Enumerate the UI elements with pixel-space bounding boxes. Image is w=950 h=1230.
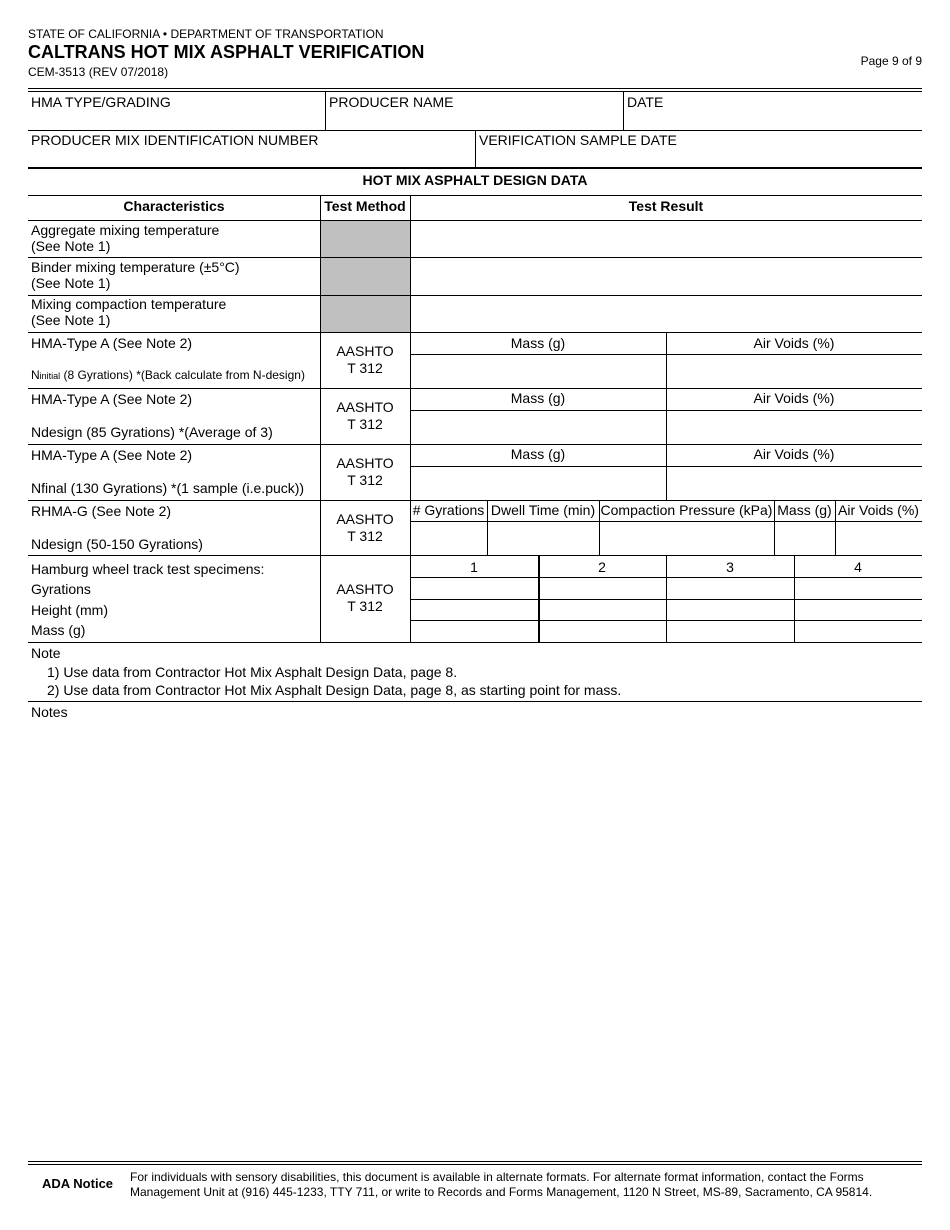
date-field[interactable]: DATE	[627, 94, 664, 110]
divider	[28, 257, 922, 258]
ada-notice-label: ADA Notice	[42, 1176, 114, 1191]
rhma-col-dwell: Dwell Time (min)	[490, 502, 596, 518]
producer-name-field[interactable]: PRODUCER NAME	[329, 94, 454, 110]
agency-name: STATE OF CALIFORNIA • DEPARTMENT OF TRANSPORTATION	[28, 27, 384, 41]
divider	[666, 388, 667, 444]
hma2-gyrations: Ndesign (85 Gyrations) *(Average of 3)	[31, 424, 273, 440]
hma1-voids-header: Air Voids (%)	[753, 335, 835, 351]
hamburg-row-gyrations: Gyrations	[31, 581, 91, 597]
note-2: 2) Use data from Contractor Hot Mix Asphalt Design Data, page 8, as starting point for mass.	[47, 682, 622, 698]
divider	[28, 500, 922, 501]
col-characteristics: Characteristics	[123, 198, 225, 214]
hamburg-title: Hamburg wheel track test specimens:	[31, 561, 265, 577]
divider	[28, 555, 922, 556]
ada-notice-text: For individuals with sensory disabilities, this document is available in alternate formats. For alternate format information, contact the Forms Management Unit at (916) 445-1233, TTY 711, or write to Records and Forms Management, 1120 N Street, MS-89, Sacramento, CA 95814.	[130, 1170, 873, 1199]
rhma-col-gyrations: # Gyrations	[412, 502, 485, 518]
divider	[410, 354, 922, 355]
shaded-cell	[321, 221, 410, 257]
rhma-method: AASHTO T 312	[336, 511, 394, 544]
hma3-label: HMA-Type A (See Note 2)	[31, 447, 193, 463]
divider	[28, 701, 922, 702]
note-heading: Note	[31, 645, 61, 661]
header-rule-bottom	[28, 91, 922, 92]
divider	[410, 410, 922, 411]
form-title: CALTRANS HOT MIX ASPHALT VERIFICATION	[28, 42, 425, 62]
temp-row-1-line1: Aggregate mixing temperature	[31, 222, 220, 238]
hma3-voids-header: Air Voids (%)	[753, 446, 835, 462]
divider	[28, 1161, 922, 1162]
hamburg-method: AASHTO T 312	[336, 581, 394, 614]
divider	[325, 92, 326, 130]
form-number: CEM-3513 (REV 07/2018)	[28, 65, 169, 79]
note-1: 1) Use data from Contractor Hot Mix Asphalt Design Data, page 8.	[47, 664, 458, 680]
temp-row-1-line2: (See Note 1)	[31, 238, 111, 254]
divider	[410, 620, 922, 621]
col-test-method: Test Method	[324, 198, 406, 214]
header-rule-top	[28, 88, 922, 89]
rhma-gyrations: Ndesign (50-150 Gyrations)	[31, 536, 203, 552]
divider	[28, 332, 922, 333]
hma2-voids-header: Air Voids (%)	[753, 390, 835, 406]
hma3-gyrations: Nfinal (130 Gyrations) *(1 sample (i.e.puck))	[31, 480, 305, 496]
hma1-mass-header: Mass (g)	[510, 335, 566, 351]
divider	[28, 444, 922, 445]
hma-type-field[interactable]: HMA TYPE/GRADING	[31, 94, 171, 110]
divider	[410, 599, 922, 600]
verification-date-field[interactable]: VERIFICATION SAMPLE DATE	[479, 132, 677, 148]
shaded-cell	[321, 296, 410, 332]
hma1-label: HMA-Type A (See Note 2)	[31, 335, 193, 351]
rhma-col-pressure: Compaction Pressure (kPa)	[600, 502, 773, 518]
hma1-method: AASHTO T 312	[336, 343, 394, 376]
temp-row-2-line1: Binder mixing temperature (±5°C)	[31, 259, 240, 275]
hma2-label: HMA-Type A (See Note 2)	[31, 391, 193, 407]
temp-row-3-line1: Mixing compaction temperature	[31, 296, 227, 312]
hamburg-row-mass: Mass (g)	[31, 622, 86, 638]
hma3-mass-header: Mass (g)	[510, 446, 566, 462]
divider	[28, 167, 922, 169]
divider	[28, 388, 922, 389]
hma3-method: AASHTO T 312	[336, 455, 394, 488]
divider	[28, 1164, 922, 1165]
shaded-cell	[321, 258, 410, 295]
divider	[666, 444, 667, 500]
mix-id-field[interactable]: PRODUCER MIX IDENTIFICATION NUMBER	[31, 132, 319, 148]
hma1-gyrations: Ninitial (8 Gyrations) *(Back calculate from N-design)	[31, 368, 305, 382]
divider	[28, 195, 922, 196]
divider	[410, 521, 922, 522]
divider	[475, 130, 476, 167]
divider	[623, 92, 624, 130]
divider	[28, 642, 922, 643]
divider	[666, 332, 667, 388]
col-test-result: Test Result	[628, 198, 704, 214]
divider	[410, 577, 922, 578]
hma2-mass-header: Mass (g)	[510, 390, 566, 406]
hma2-method: AASHTO T 312	[336, 399, 394, 432]
hamburg-col-2: 2	[598, 559, 606, 575]
hamburg-col-4: 4	[854, 559, 862, 575]
rhma-col-voids: Air Voids (%)	[838, 502, 919, 518]
hamburg-row-height: Height (mm)	[31, 602, 109, 618]
divider	[28, 220, 922, 221]
hamburg-col-3: 3	[726, 559, 734, 575]
temp-row-3-line2: (See Note 1)	[31, 312, 111, 328]
rhma-col-mass: Mass (g)	[777, 502, 832, 518]
design-data-title: HOT MIX ASPHALT DESIGN DATA	[362, 172, 588, 188]
divider	[410, 466, 922, 467]
temp-row-2-line2: (See Note 1)	[31, 275, 111, 291]
rhma-label: RHMA-G (See Note 2)	[31, 503, 172, 519]
page-number: Page 9 of 9	[860, 54, 922, 68]
hamburg-col-1: 1	[470, 559, 478, 575]
notes-heading[interactable]: Notes	[31, 704, 68, 720]
